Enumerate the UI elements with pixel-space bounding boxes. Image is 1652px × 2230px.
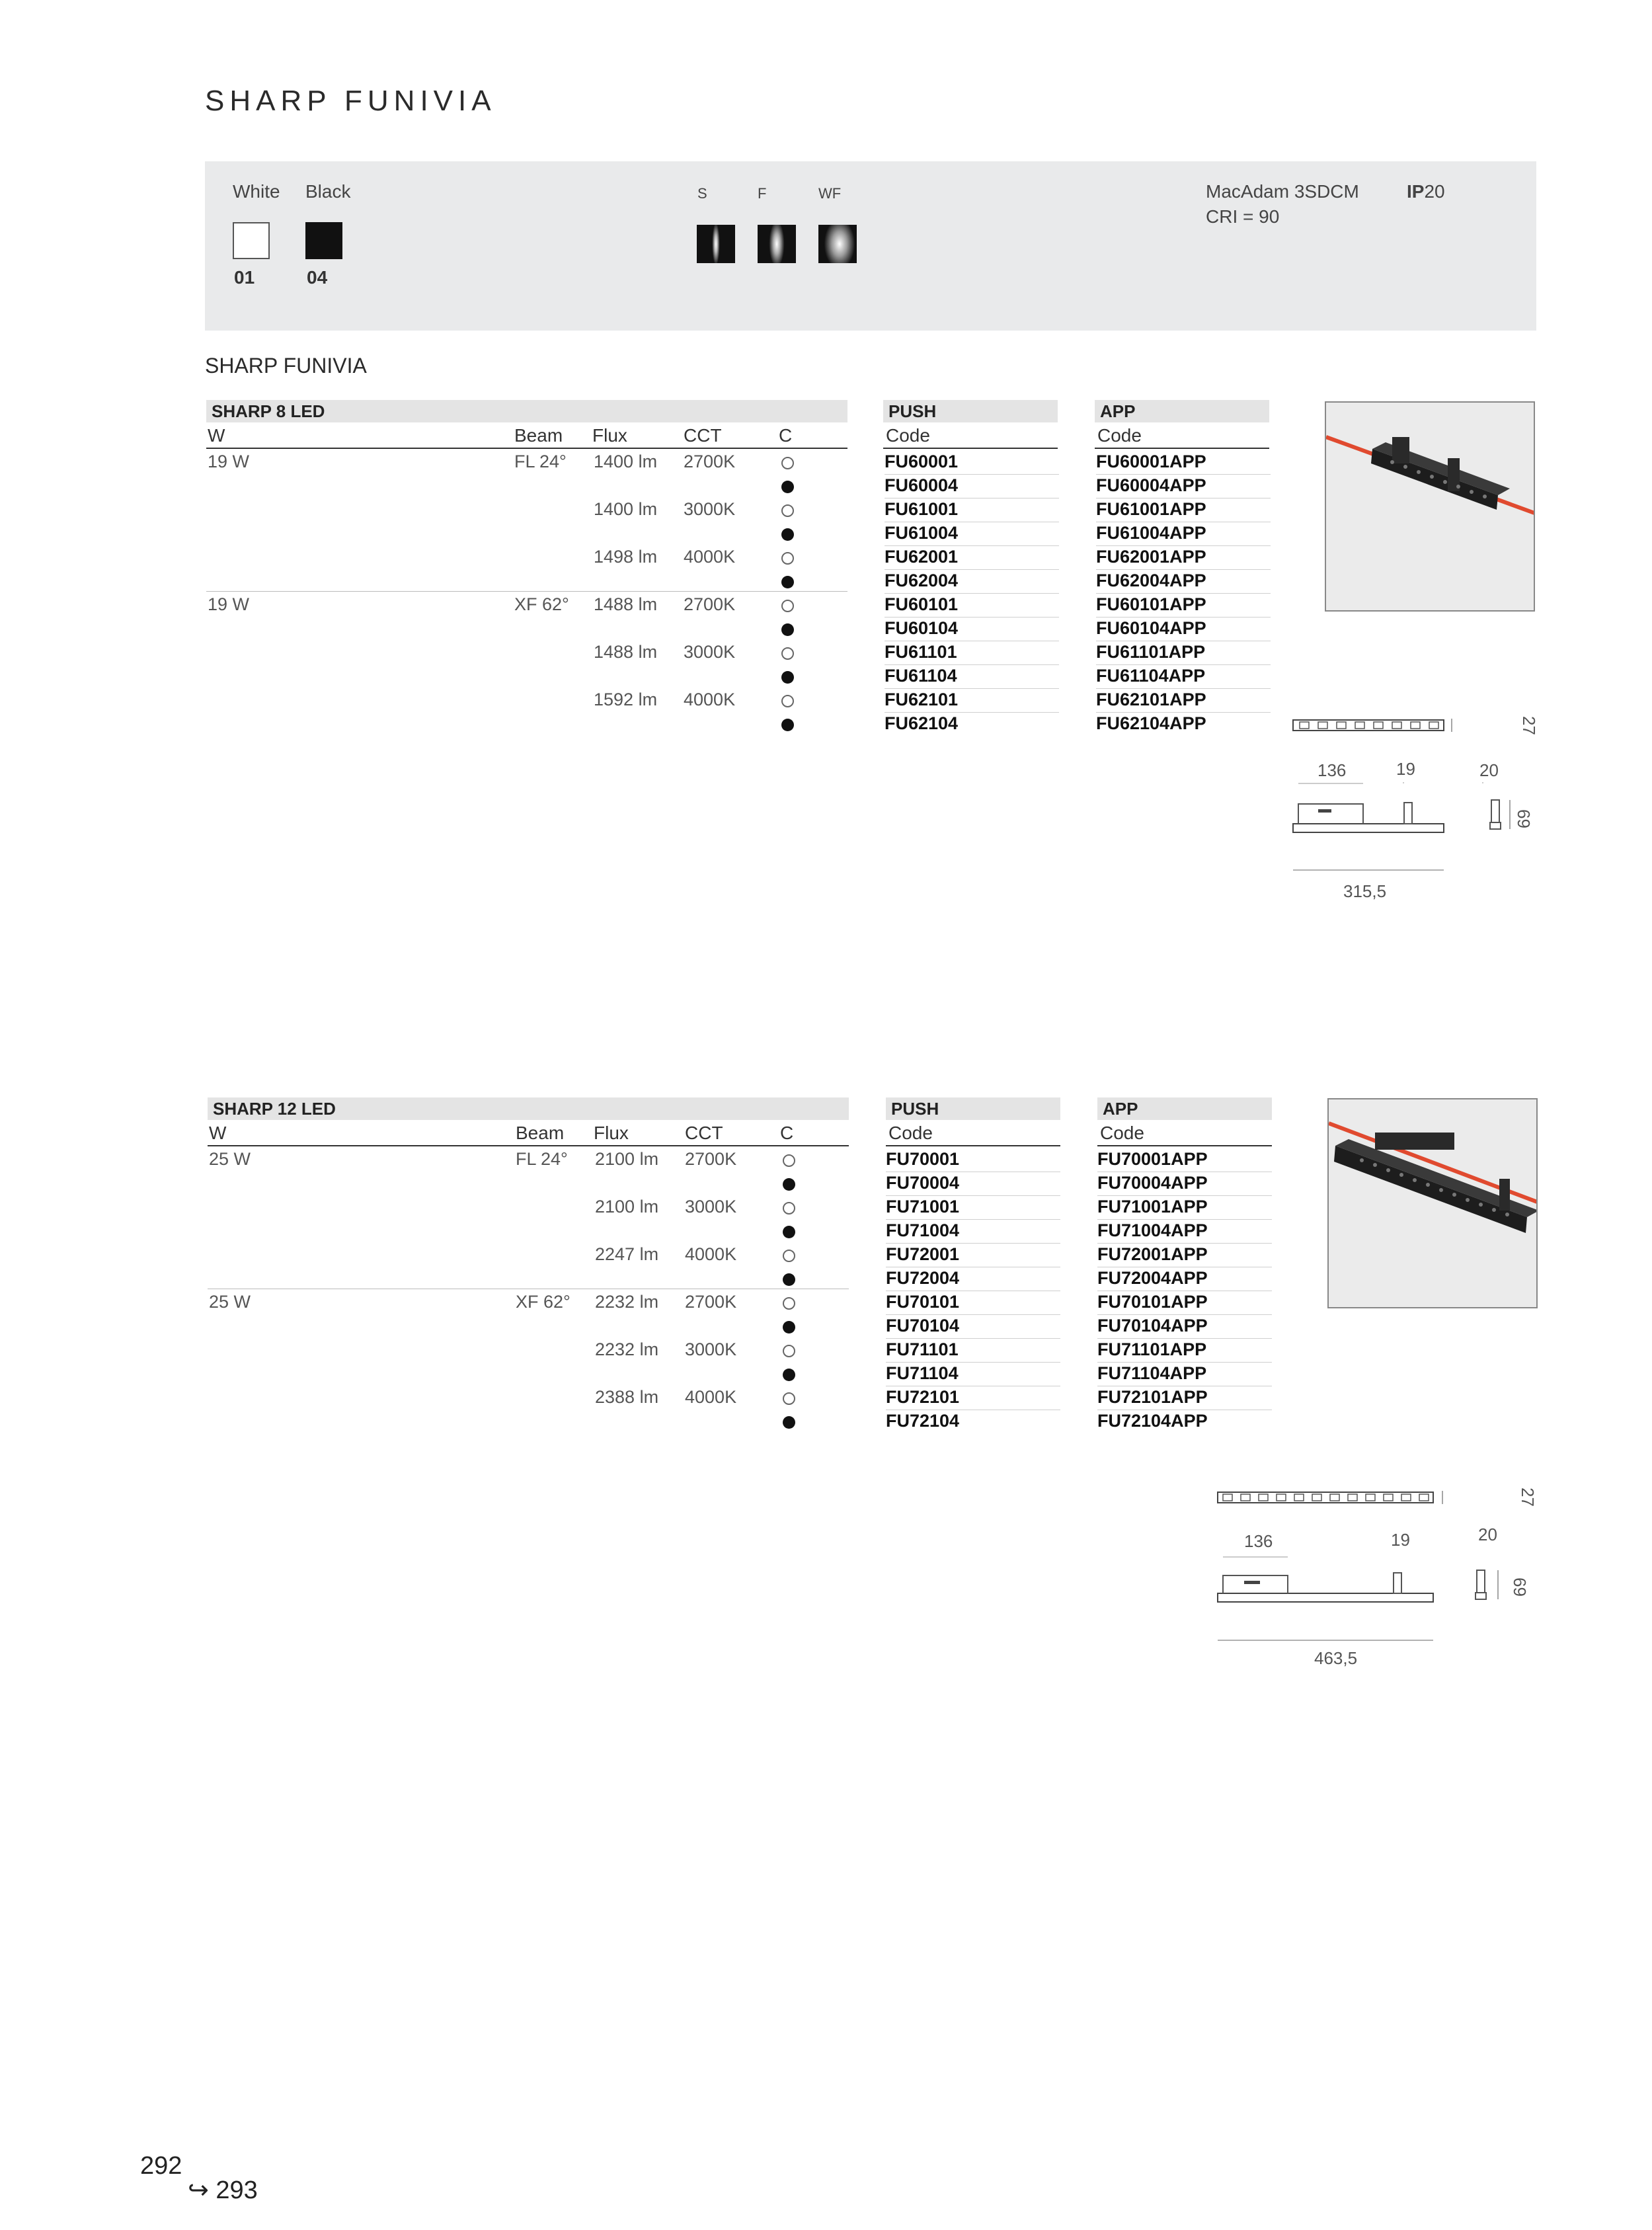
- push-code: FU72101: [886, 1387, 960, 1407]
- app-code: FU70001APP: [1097, 1149, 1208, 1169]
- filled-circle-icon: [783, 1416, 795, 1429]
- row-divider: [1096, 474, 1271, 475]
- open-circle-icon: [781, 695, 794, 707]
- push-code: FU61004: [885, 523, 959, 543]
- open-circle-icon: [781, 457, 794, 469]
- open-circle-icon: [783, 1345, 795, 1357]
- cell-flux: 2247 lm: [595, 1244, 659, 1264]
- cell-flux: 2232 lm: [595, 1339, 659, 1359]
- row-divider: [1097, 1219, 1272, 1220]
- cell-cct: 4000K: [685, 1387, 737, 1407]
- push-code: FU62001: [885, 547, 959, 567]
- cell-flux: 2232 lm: [595, 1292, 659, 1312]
- cell-cct: 2700K: [685, 1292, 737, 1312]
- dim-length-8led: 315,5: [1343, 881, 1387, 901]
- dim-20-12led: 20: [1478, 1525, 1497, 1544]
- white-code: 01: [234, 267, 255, 288]
- filled-circle-icon: [783, 1273, 795, 1286]
- cell-flux: 1400 lm: [594, 452, 658, 471]
- macadam-value: MacAdam 3SDCM: [1206, 181, 1359, 202]
- app-code: FU62001APP: [1096, 547, 1206, 567]
- filled-circle-icon: [781, 719, 794, 731]
- col-app-code: Code: [1100, 1123, 1144, 1143]
- cell-w: 25 W: [209, 1149, 251, 1169]
- beam-label-wf: WF: [818, 185, 842, 202]
- push-code: FU60104: [885, 618, 959, 638]
- row-divider: [885, 474, 1059, 475]
- beam-label-f: F: [758, 185, 767, 202]
- open-circle-icon: [783, 1154, 795, 1167]
- ip-rating: IP20: [1407, 181, 1445, 202]
- cell-flux: 1498 lm: [594, 547, 658, 567]
- filled-circle-icon: [783, 1178, 795, 1191]
- app-code: FU71101APP: [1097, 1339, 1207, 1359]
- beam-label-s: S: [697, 185, 707, 202]
- push-code: FU71104: [886, 1363, 959, 1383]
- header-rule: [1097, 1145, 1272, 1146]
- app-header-12: APP: [1097, 1097, 1272, 1120]
- filled-circle-icon: [783, 1226, 795, 1238]
- cell-beam: XF 62°: [516, 1292, 570, 1312]
- app-code: FU60004APP: [1096, 475, 1206, 495]
- push-code: FU71001: [886, 1197, 960, 1216]
- cell-flux: 2100 lm: [595, 1197, 659, 1216]
- app-code: FU72101APP: [1097, 1387, 1208, 1407]
- cell-flux: 1488 lm: [594, 594, 658, 614]
- filled-circle-icon: [781, 671, 794, 684]
- col-flux: Flux: [594, 1123, 629, 1143]
- filled-circle-icon: [781, 623, 794, 636]
- row-divider: [1097, 1243, 1272, 1244]
- col-w: W: [209, 1123, 227, 1143]
- dim-27-12led: 27: [1518, 1488, 1538, 1507]
- col-cct: CCT: [685, 1123, 723, 1143]
- col-c: C: [780, 1123, 794, 1143]
- push-code: FU71101: [886, 1339, 959, 1359]
- section-title: SHARP FUNIVIA: [205, 354, 367, 378]
- app-code: FU60104APP: [1096, 618, 1206, 638]
- cell-w: 19 W: [208, 594, 250, 614]
- cell-cct: 2700K: [684, 452, 736, 471]
- black-code: 04: [307, 267, 328, 288]
- push-code: FU61001: [885, 499, 959, 519]
- app-code: FU61004APP: [1096, 523, 1206, 543]
- push-code: FU61104: [885, 666, 957, 686]
- open-circle-icon: [781, 647, 794, 660]
- app-code: FU60001APP: [1096, 452, 1206, 471]
- header-rule: [883, 448, 1058, 449]
- app-code: FU70101APP: [1097, 1292, 1208, 1312]
- beam-wide-flood-icon: [818, 225, 857, 263]
- push-code: FU70104: [886, 1316, 960, 1335]
- push-header-12: PUSH: [886, 1097, 1060, 1120]
- open-circle-icon: [783, 1392, 795, 1405]
- row-divider: [1096, 664, 1271, 665]
- row-divider: [1096, 545, 1271, 546]
- dim-69-8led: 69: [1514, 809, 1534, 828]
- row-divider: [1096, 712, 1271, 713]
- filled-circle-icon: [781, 481, 794, 493]
- open-circle-icon: [783, 1297, 795, 1310]
- push-code: FU72104: [886, 1411, 960, 1431]
- col-push-code: Code: [888, 1123, 933, 1143]
- row-divider: [1097, 1338, 1272, 1339]
- header-rule: [886, 1145, 1060, 1146]
- dim-19-12led: 19: [1391, 1530, 1410, 1550]
- col-w: W: [208, 425, 225, 446]
- row-divider: [886, 1338, 1060, 1339]
- push-header-8: PUSH: [883, 400, 1058, 422]
- cell-cct: 2700K: [685, 1149, 737, 1169]
- cell-w: 25 W: [209, 1292, 251, 1312]
- app-code: FU72001APP: [1097, 1244, 1208, 1264]
- col-cct: CCT: [684, 425, 722, 446]
- open-circle-icon: [781, 552, 794, 565]
- push-code: FU62101: [885, 690, 959, 709]
- cell-cct: 3000K: [684, 642, 736, 662]
- app-code: FU70104APP: [1097, 1316, 1208, 1335]
- cell-beam: XF 62°: [514, 594, 569, 614]
- cri-value: CRI = 90: [1206, 206, 1280, 227]
- row-divider: [886, 1362, 1060, 1363]
- row-divider: [886, 1314, 1060, 1315]
- app-code: FU61101APP: [1096, 642, 1206, 662]
- row-divider: [885, 593, 1059, 594]
- dim-69-12led: 69: [1510, 1577, 1530, 1597]
- row-divider: [885, 712, 1059, 713]
- product-photo-12led: [1327, 1098, 1538, 1308]
- group-separator: [206, 591, 847, 592]
- white-swatch: [233, 222, 270, 259]
- push-code: FU60004: [885, 475, 959, 495]
- row-divider: [1096, 569, 1271, 570]
- open-circle-icon: [783, 1202, 795, 1215]
- push-code: FU70001: [886, 1149, 960, 1169]
- app-code: FU72104APP: [1097, 1411, 1208, 1431]
- page-title: SHARP FUNIVIA: [205, 85, 496, 117]
- dim-20-8led: 20: [1479, 760, 1499, 780]
- cell-cct: 4000K: [684, 690, 736, 709]
- open-circle-icon: [783, 1250, 795, 1262]
- cell-flux: 1592 lm: [594, 690, 658, 709]
- push-code: FU60001: [885, 452, 959, 471]
- app-code: FU71004APP: [1097, 1220, 1208, 1240]
- arrow-icon: ↪: [188, 2176, 209, 2204]
- app-code: FU71001APP: [1097, 1197, 1208, 1216]
- black-label: Black: [305, 181, 351, 202]
- dimension-drawing-12led: [1210, 1478, 1534, 1663]
- push-code: FU72004: [886, 1268, 960, 1288]
- beam-flood-icon: [758, 225, 796, 263]
- cell-beam: FL 24°: [516, 1149, 568, 1169]
- filled-circle-icon: [781, 576, 794, 588]
- cell-w: 19 W: [208, 452, 250, 471]
- push-code: FU72001: [886, 1244, 960, 1264]
- cell-beam: FL 24°: [514, 452, 567, 471]
- push-code: FU62104: [885, 713, 959, 733]
- row-divider: [885, 664, 1059, 665]
- filled-circle-icon: [783, 1321, 795, 1334]
- app-code: FU61104APP: [1096, 666, 1206, 686]
- col-flux: Flux: [592, 425, 627, 446]
- push-code: FU60101: [885, 594, 959, 614]
- app-code: FU70004APP: [1097, 1173, 1208, 1193]
- app-header-8: APP: [1095, 400, 1269, 422]
- header-rule: [208, 1145, 849, 1146]
- group-header-12: SHARP 12 LED: [208, 1097, 849, 1120]
- cell-cct: 4000K: [685, 1244, 737, 1264]
- row-divider: [885, 688, 1059, 689]
- filled-circle-icon: [781, 528, 794, 541]
- row-divider: [885, 545, 1059, 546]
- open-circle-icon: [781, 600, 794, 612]
- black-swatch: [305, 222, 342, 259]
- row-divider: [886, 1195, 1060, 1196]
- col-beam: Beam: [516, 1123, 565, 1143]
- cell-cct: 3000K: [685, 1197, 737, 1216]
- app-code: FU62104APP: [1096, 713, 1206, 733]
- dim-19-8led: 19: [1396, 759, 1415, 779]
- cell-flux: 2100 lm: [595, 1149, 659, 1169]
- app-code: FU62101APP: [1096, 690, 1206, 709]
- app-code: FU71104APP: [1097, 1363, 1207, 1383]
- row-divider: [1097, 1314, 1272, 1315]
- beam-narrow-icon: [697, 225, 735, 263]
- dim-136-8led: 136: [1318, 760, 1347, 780]
- app-code: FU62004APP: [1096, 571, 1206, 590]
- header-rule: [1095, 448, 1269, 449]
- push-code: FU71004: [886, 1220, 960, 1240]
- app-code: FU61001APP: [1096, 499, 1206, 519]
- dim-length-12led: 463,5: [1314, 1648, 1358, 1668]
- cell-flux: 1488 lm: [594, 642, 658, 662]
- app-code: FU72004APP: [1097, 1268, 1208, 1288]
- push-code: FU62004: [885, 571, 959, 590]
- cell-cct: 3000K: [685, 1339, 737, 1359]
- cell-cct: 3000K: [684, 499, 736, 519]
- cell-cct: 4000K: [684, 547, 736, 567]
- dim-27-8led: 27: [1519, 716, 1539, 735]
- row-divider: [885, 569, 1059, 570]
- row-divider: [1096, 593, 1271, 594]
- finish-options-panel: [205, 161, 1536, 331]
- next-page-link[interactable]: ↪ 293: [188, 2176, 258, 2204]
- push-code: FU61101: [885, 642, 957, 662]
- push-code: FU70004: [886, 1173, 960, 1193]
- row-divider: [1097, 1362, 1272, 1363]
- row-divider: [886, 1219, 1060, 1220]
- page-number: 292: [140, 2152, 182, 2180]
- filled-circle-icon: [783, 1369, 795, 1381]
- col-beam: Beam: [514, 425, 563, 446]
- cell-flux: 2388 lm: [595, 1387, 659, 1407]
- row-divider: [1096, 688, 1271, 689]
- white-label: White: [233, 181, 280, 202]
- col-app-code: Code: [1097, 425, 1142, 446]
- col-c: C: [779, 425, 793, 446]
- row-divider: [886, 1243, 1060, 1244]
- product-photo-8led: [1325, 401, 1535, 612]
- cell-cct: 2700K: [684, 594, 736, 614]
- open-circle-icon: [781, 504, 794, 517]
- cell-flux: 1400 lm: [594, 499, 658, 519]
- app-code: FU60101APP: [1096, 594, 1206, 614]
- row-divider: [1097, 1195, 1272, 1196]
- dim-136-12led: 136: [1244, 1531, 1273, 1551]
- group-header-8: SHARP 8 LED: [206, 400, 847, 422]
- dimension-drawing-8led: [1285, 707, 1536, 879]
- col-push-code: Code: [886, 425, 930, 446]
- push-code: FU70101: [886, 1292, 960, 1312]
- header-rule: [206, 448, 847, 449]
